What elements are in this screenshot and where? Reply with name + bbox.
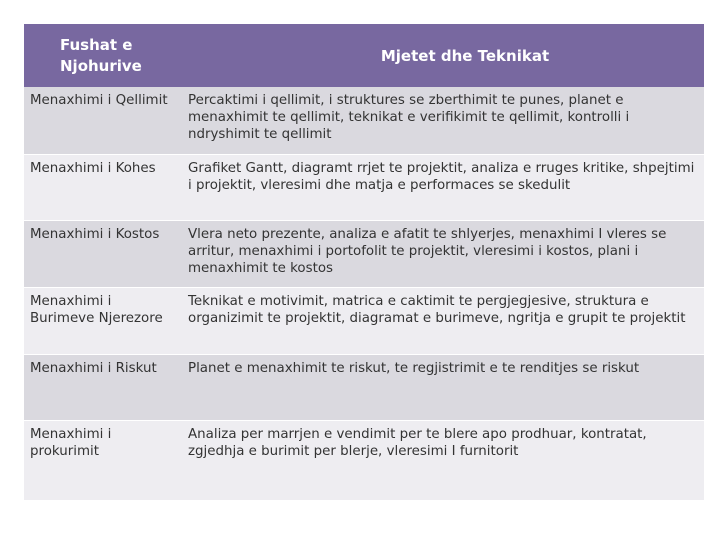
header-tools-techniques: Mjetet dhe Teknikat [186,24,704,87]
cell-tools: Analiza per marrjen e vendimit per te blere apo prodhuar, kontratat, zgjedhja e burimit per blerje, vleresimi I furnitorit [186,420,704,500]
cell-area: Menaxhimi i Kostos [24,220,186,287]
cell-tools: Planet e menaxhimit te riskut, te regjistrimit e te renditjes se riskut [186,354,704,420]
table-row [24,154,704,220]
header-knowledge-areas: Fushat e Njohurive [24,24,186,87]
cell-area: Menaxhimi i Riskut [24,354,186,420]
knowledge-areas-table [24,24,704,501]
table-row [24,220,704,287]
cell-area: Menaxhimi i Kohes [24,154,186,220]
cell-tools: Teknikat e motivimit, matrica e caktimit te pergjegjesive, struktura e organizimit te projektit, diagramat e burimeve, ngritja e grupit te projektit [186,287,704,354]
cell-tools: Vlera neto prezente, analiza e afatit te shlyerjes, menaxhimi I vleres se arritur, menaxhimi i portofolit te projektit, vleresimi i kostos, plani i menaxhimit te kostos [186,220,704,287]
cell-tools: Percaktimi i qellimit, i struktures se zberthimit te punes, planet e menaxhimit te qellimit, teknikat e verifikimit te qellimit, kontrolli i ndryshimit te qellimit [186,87,704,154]
table-header-row [24,24,704,87]
table-row [24,354,704,420]
table-row [24,87,704,154]
cell-area: Menaxhimi i Burimeve Njerezore [24,287,186,354]
table-row [24,420,704,500]
cell-area: Menaxhimi i prokurimit [24,420,186,500]
cell-area: Menaxhimi i Qellimit [24,87,186,154]
cell-tools: Grafiket Gantt, diagramt rrjet te projektit, analiza e rruges kritike, shpejtimi i projektit, vleresimi dhe matja e performaces se skedulit [186,154,704,220]
table-row [24,287,704,354]
